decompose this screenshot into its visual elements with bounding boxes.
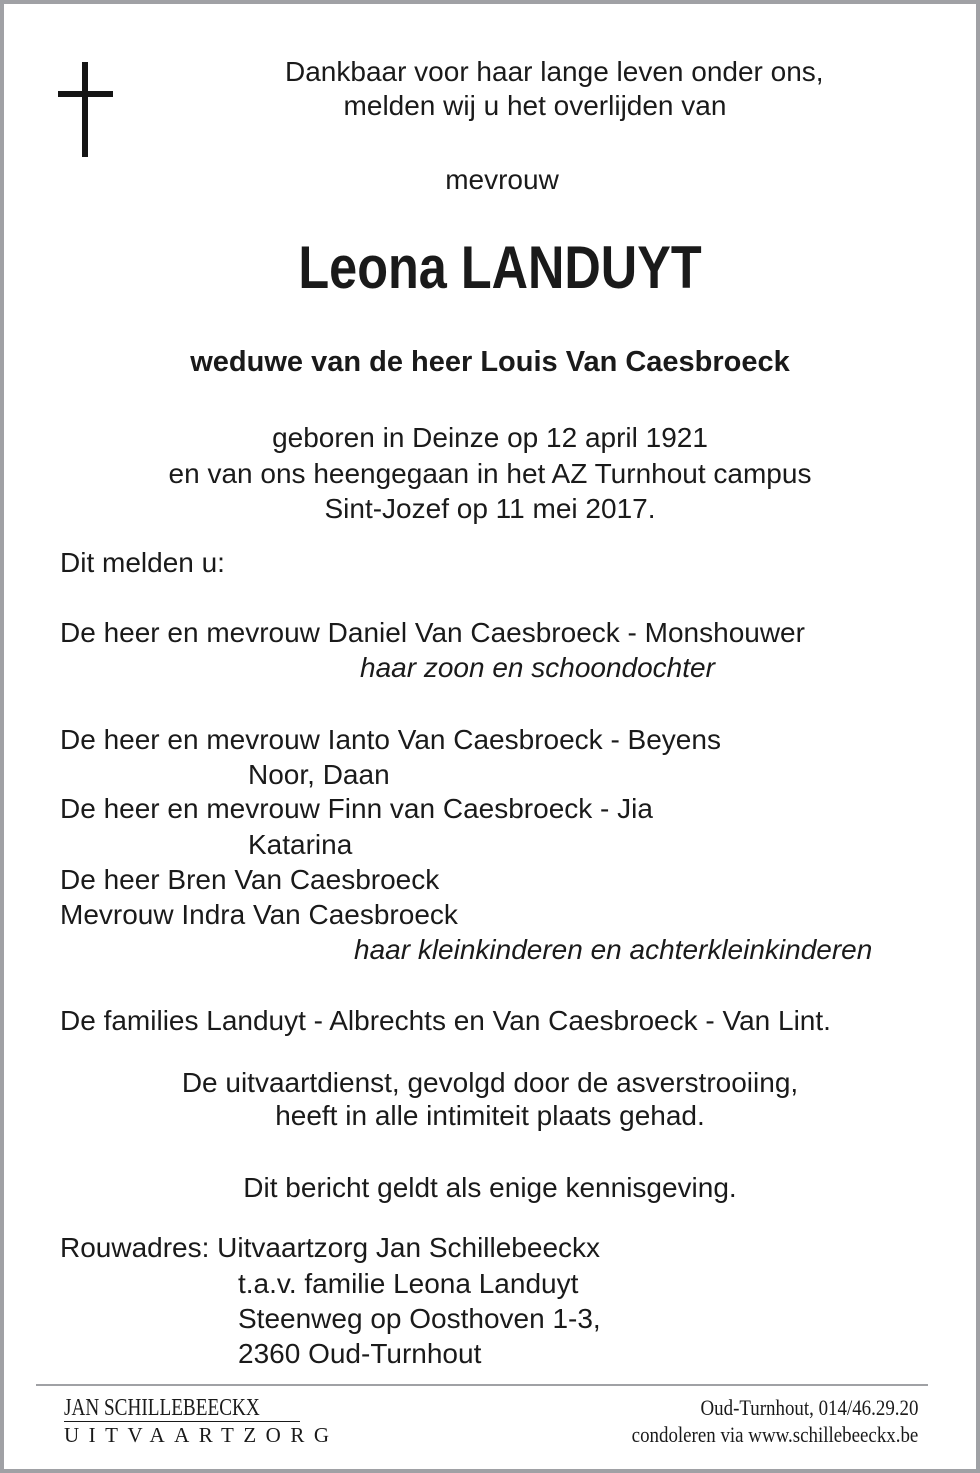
son-relation: haar zoon en schoondochter <box>360 652 715 683</box>
footer-condolences[interactable]: condoleren via www.schillebeeckx.be <box>631 1422 918 1447</box>
address-line-4: 2360 Oud-Turnhout <box>238 1338 482 1369</box>
title: mevrouw <box>445 164 559 195</box>
son-name: De heer en mevrouw Daniel Van Caesbroeck - Monshouwer <box>60 617 805 648</box>
announcers-heading: Dit melden u: <box>60 547 225 578</box>
service-line-2: heeft in alle intimiteit plaats gehad. <box>275 1100 705 1131</box>
footer-divider <box>36 1384 928 1386</box>
footer-contact: Oud-Turnhout, 014/46.29.20 <box>700 1395 918 1420</box>
intro-line-1: Dankbaar voor haar lange leven onder ons, <box>285 56 824 87</box>
address-line-3: Steenweg op Oosthoven 1-3, <box>238 1303 601 1334</box>
deceased-name: Leona LANDUYT <box>298 234 702 301</box>
logo-name: JAN SCHILLEBEECKX <box>64 1395 260 1421</box>
families: De families Landuyt - Albrechts en Van Caesbroeck - Van Lint. <box>60 1005 831 1036</box>
grandchild-1: De heer en mevrouw Ianto Van Caesbroeck - Beyens <box>60 724 721 755</box>
great-grandchildren-1: Noor, Daan <box>248 759 390 790</box>
great-grandchildren-2: Katarina <box>248 829 353 860</box>
intro-line-2: melden wij u het overlijden van <box>343 90 727 121</box>
grandchildren-relation: haar kleinkinderen en achterkleinkinderen <box>354 934 873 965</box>
address-line-1: Rouwadres: Uitvaartzorg Jan Schillebeeckx <box>60 1232 601 1263</box>
notice: Dit bericht geldt als enige kennisgeving. <box>243 1172 737 1203</box>
grandchild-3: De heer Bren Van Caesbroeck <box>60 864 440 895</box>
birth-line-2: en van ons heengegaan in het AZ Turnhout campus <box>168 458 812 489</box>
birth-line-3: Sint-Jozef op 11 mei 2017. <box>324 493 656 524</box>
service-line-1: De uitvaartdienst, gevolgd door de asverstrooiing, <box>181 1067 799 1098</box>
grandchild-2: De heer en mevrouw Finn van Caesbroeck - Jia <box>60 793 653 824</box>
logo-subtitle: UITVAARTZORG <box>64 1423 339 1447</box>
grandchild-4: Mevrouw Indra Van Caesbroeck <box>60 899 458 930</box>
birth-line-1: geboren in Deinze op 12 april 1921 <box>272 422 708 453</box>
widow-of: weduwe van de heer Louis Van Caesbroeck <box>190 346 790 378</box>
address-line-2: t.a.v. familie Leona Landuyt <box>238 1268 579 1299</box>
